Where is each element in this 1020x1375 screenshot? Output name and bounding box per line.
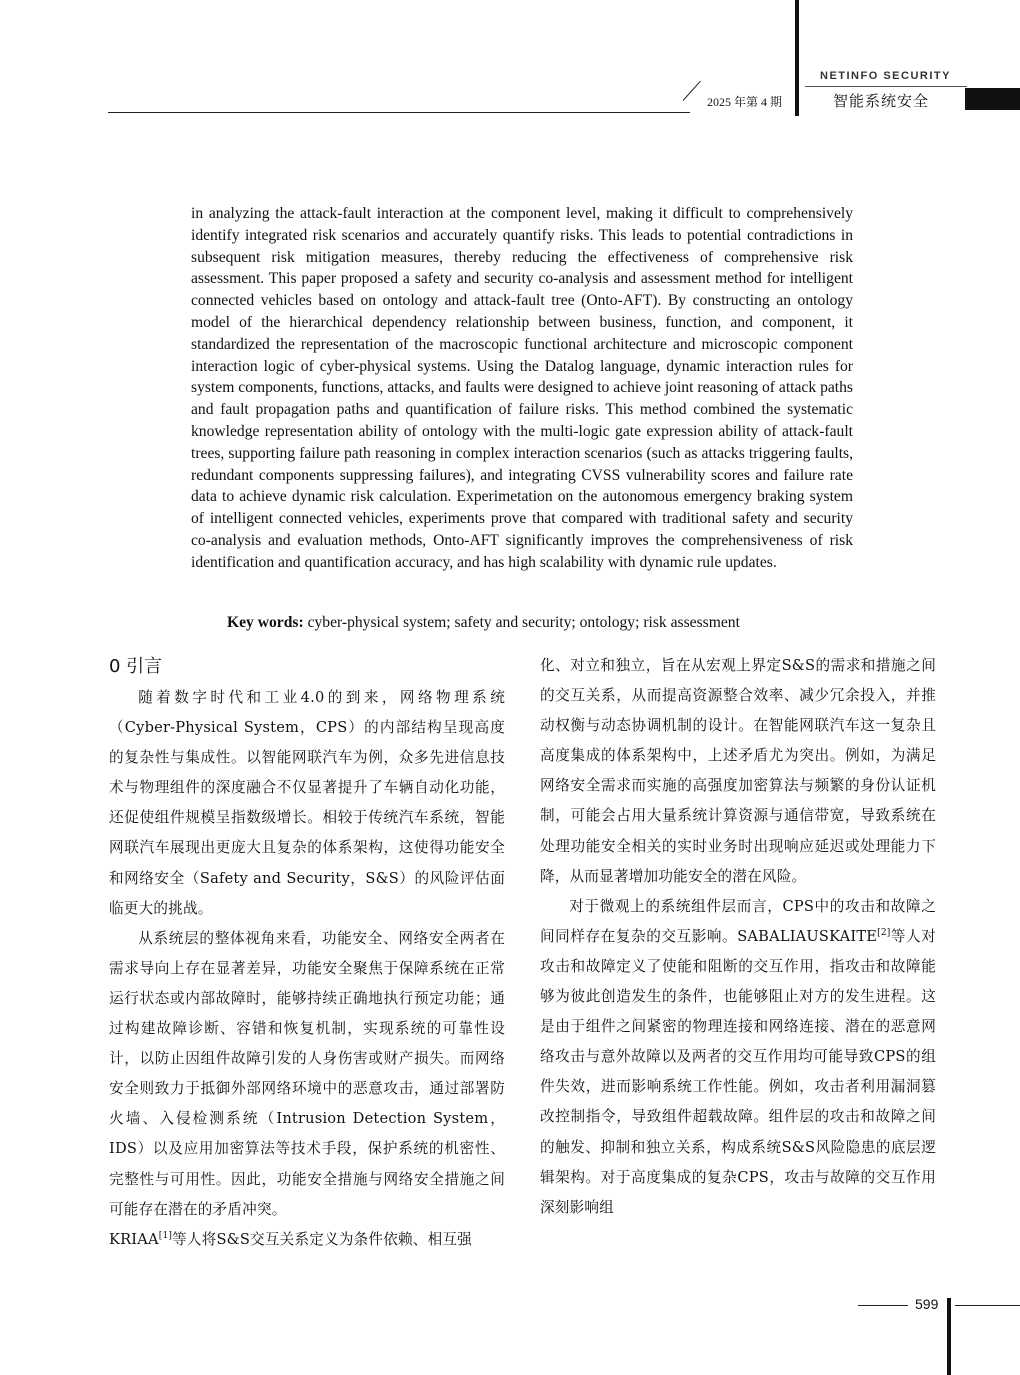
keywords-text: cyber-physical system; safety and security; ontology; risk assessment: [307, 614, 740, 631]
paragraph: 化、对立和独立，旨在从宏观上界定S&S的需求和措施之间的交互关系，从而提高资源整合效率、减少冗余投入，并推动权衡与动态协调机制的设计。在智能网联汽车这一复杂且高度集成的体系架构中，上述矛盾尤为突出。例如，为满足网络安全需求而实施的高强度加密算法与频繁的身份认证机制，可能会占用大量系统计算资源与通信带宽，导致系统在处理功能安全相关的实时业务时出现响应延迟或处理能力下降，从而显著增加功能安全的潜在风险。: [540, 657, 936, 885]
journal-brand: NETINFO SECURITY: [820, 70, 951, 82]
column-title: 智能系统安全: [833, 92, 930, 110]
left-column: [109, 683, 505, 1255]
paragraph-text: 对于微观上的系统组件层而言，CPS中的攻击和故障之间同样存在复杂的交互影响。SABALIAUSKAITE: [540, 897, 936, 945]
paragraph: 从系统层的整体视角来看，功能安全、网络安全两者在需求导向上存在显著差异，功能安全聚焦于保障系统在正常运行状态或内部故障时，能够持续正确地执行预定功能；通过构建故障诊断、容错和恢复机制，实现系统的可靠性设计，以防止因组件故障引发的人身伤害或财产损失。而网络安全则致力于抵御外部网络环境中的恶意攻击，通过部署防火墙、入侵检测系统（Intrusion Detection System，IDS）以及应用加密算法等技术手段，保护系统的机密性、完整性与可用性。因此，功能安全措施与网络安全措施之间可能存在潜在的矛盾冲突。: [109, 929, 505, 1218]
keywords-label: Key words:: [227, 614, 304, 631]
footer-rule-right: [955, 1305, 1020, 1306]
abstract-text: in analyzing the attack-fault interaction at the component level, making it difficult to comprehensively identify integrated risk scenarios and accurately quantify risks. This leads to potential contradictions in subsequent risk mitigation measures, thereby reducing the effectiveness of comprehensive risk assessment. This paper proposed a safety and security co-analysis and assessment method for intelligent connected vehicles based on ontology and attack-fault tree (Onto-AFT). By constructing an ontology model of the hierarchical dependency relationship between business, function, and component, it standardized the representation of the macroscopic functional architecture and microscopic component interaction logic of cyber-physical systems. Using the Datalog language, dynamic interaction rules for system components, functions, attacks, and faults were designed to achieve joint reasoning of attack paths and fault propagation paths and quantification of failure risks. This method combined the systematic knowledge representation ability of ontology with the multi-logic gate expression ability of attack-fault trees, supporting failure path reasoning in complex interaction scenarios (such as attacks triggering faults, redundant components suppressing failures), and integrating CVSS vulnerability scores and failure rate data to achieve dynamic risk calculation. Experimetation on the autonomous emergency braking system of intelligent connected vehicles, experiments prove that compared with traditional safety and security co-analysis and evaluation methods, Onto-AFT significantly improves the comprehensiveness of risk identification and quantification accuracy, and has high scalability with dynamic rule updates.: [191, 205, 853, 571]
citation-author: KRIAA: [109, 1230, 159, 1248]
header-slant-rule: [683, 81, 701, 101]
paragraph: 随着数字时代和工业4.0的到来，网络物理系统（Cyber-Physical System，CPS）的内部结构呈现高度的复杂性与集成性。以智能网联汽车为例，众多先进信息技术与物理组件的深度融合不仅显著提升了车辆自动化功能，还促使组件规模呈指数级增长。相较于传统汽车系统，智能网联汽车展现出更庞大且复杂的体系架构，这使得功能安全和网络安全（Safety and Security，S&S）的风险评估面临更大的挑战。: [109, 689, 505, 917]
right-column: [540, 651, 936, 1223]
issue-label: 2025 年第 4 期: [707, 95, 783, 109]
footer-vertical-bar: [947, 1298, 951, 1375]
citation-ref: [2]: [877, 927, 891, 938]
paragraph: [540, 892, 936, 1223]
paragraph-text: 等人将S&S交互关系定义为条件依赖、相互强: [172, 1230, 472, 1248]
header-vertical-bar: [795, 0, 799, 116]
abstract-block: [191, 203, 853, 574]
section-title: 0 引言: [109, 656, 163, 677]
header-rule: [108, 112, 690, 113]
paragraph: [109, 1225, 505, 1255]
keywords-line: [227, 614, 740, 632]
paragraph-text: 等人对攻击和故障定义了使能和阻断的交互作用，指攻击和故障能够为彼此创造发生的条件，也能够阻止对方的发生进程。这是由于组件之间紧密的物理连接和网络连接、潜在的恶意网络攻击与意外故障以及两者的交互作用均可能导致CPS的组件失效，进而影响系统工作性能。例如，攻击者利用漏洞篡改控制指令，导致组件超载故障。组件层的攻击和故障之间的触发、抑制和独立关系，构成系统S&S风险隐患的底层逻辑架构。对于高度集成的复杂CPS，攻击与故障的交互作用深刻影响组: [540, 927, 936, 1216]
brand-underline: [805, 86, 967, 87]
citation-ref: [1]: [158, 1230, 173, 1241]
header-black-block: [965, 88, 1020, 110]
page-number: 599: [915, 1296, 939, 1312]
footer-rule-left: [858, 1305, 908, 1306]
